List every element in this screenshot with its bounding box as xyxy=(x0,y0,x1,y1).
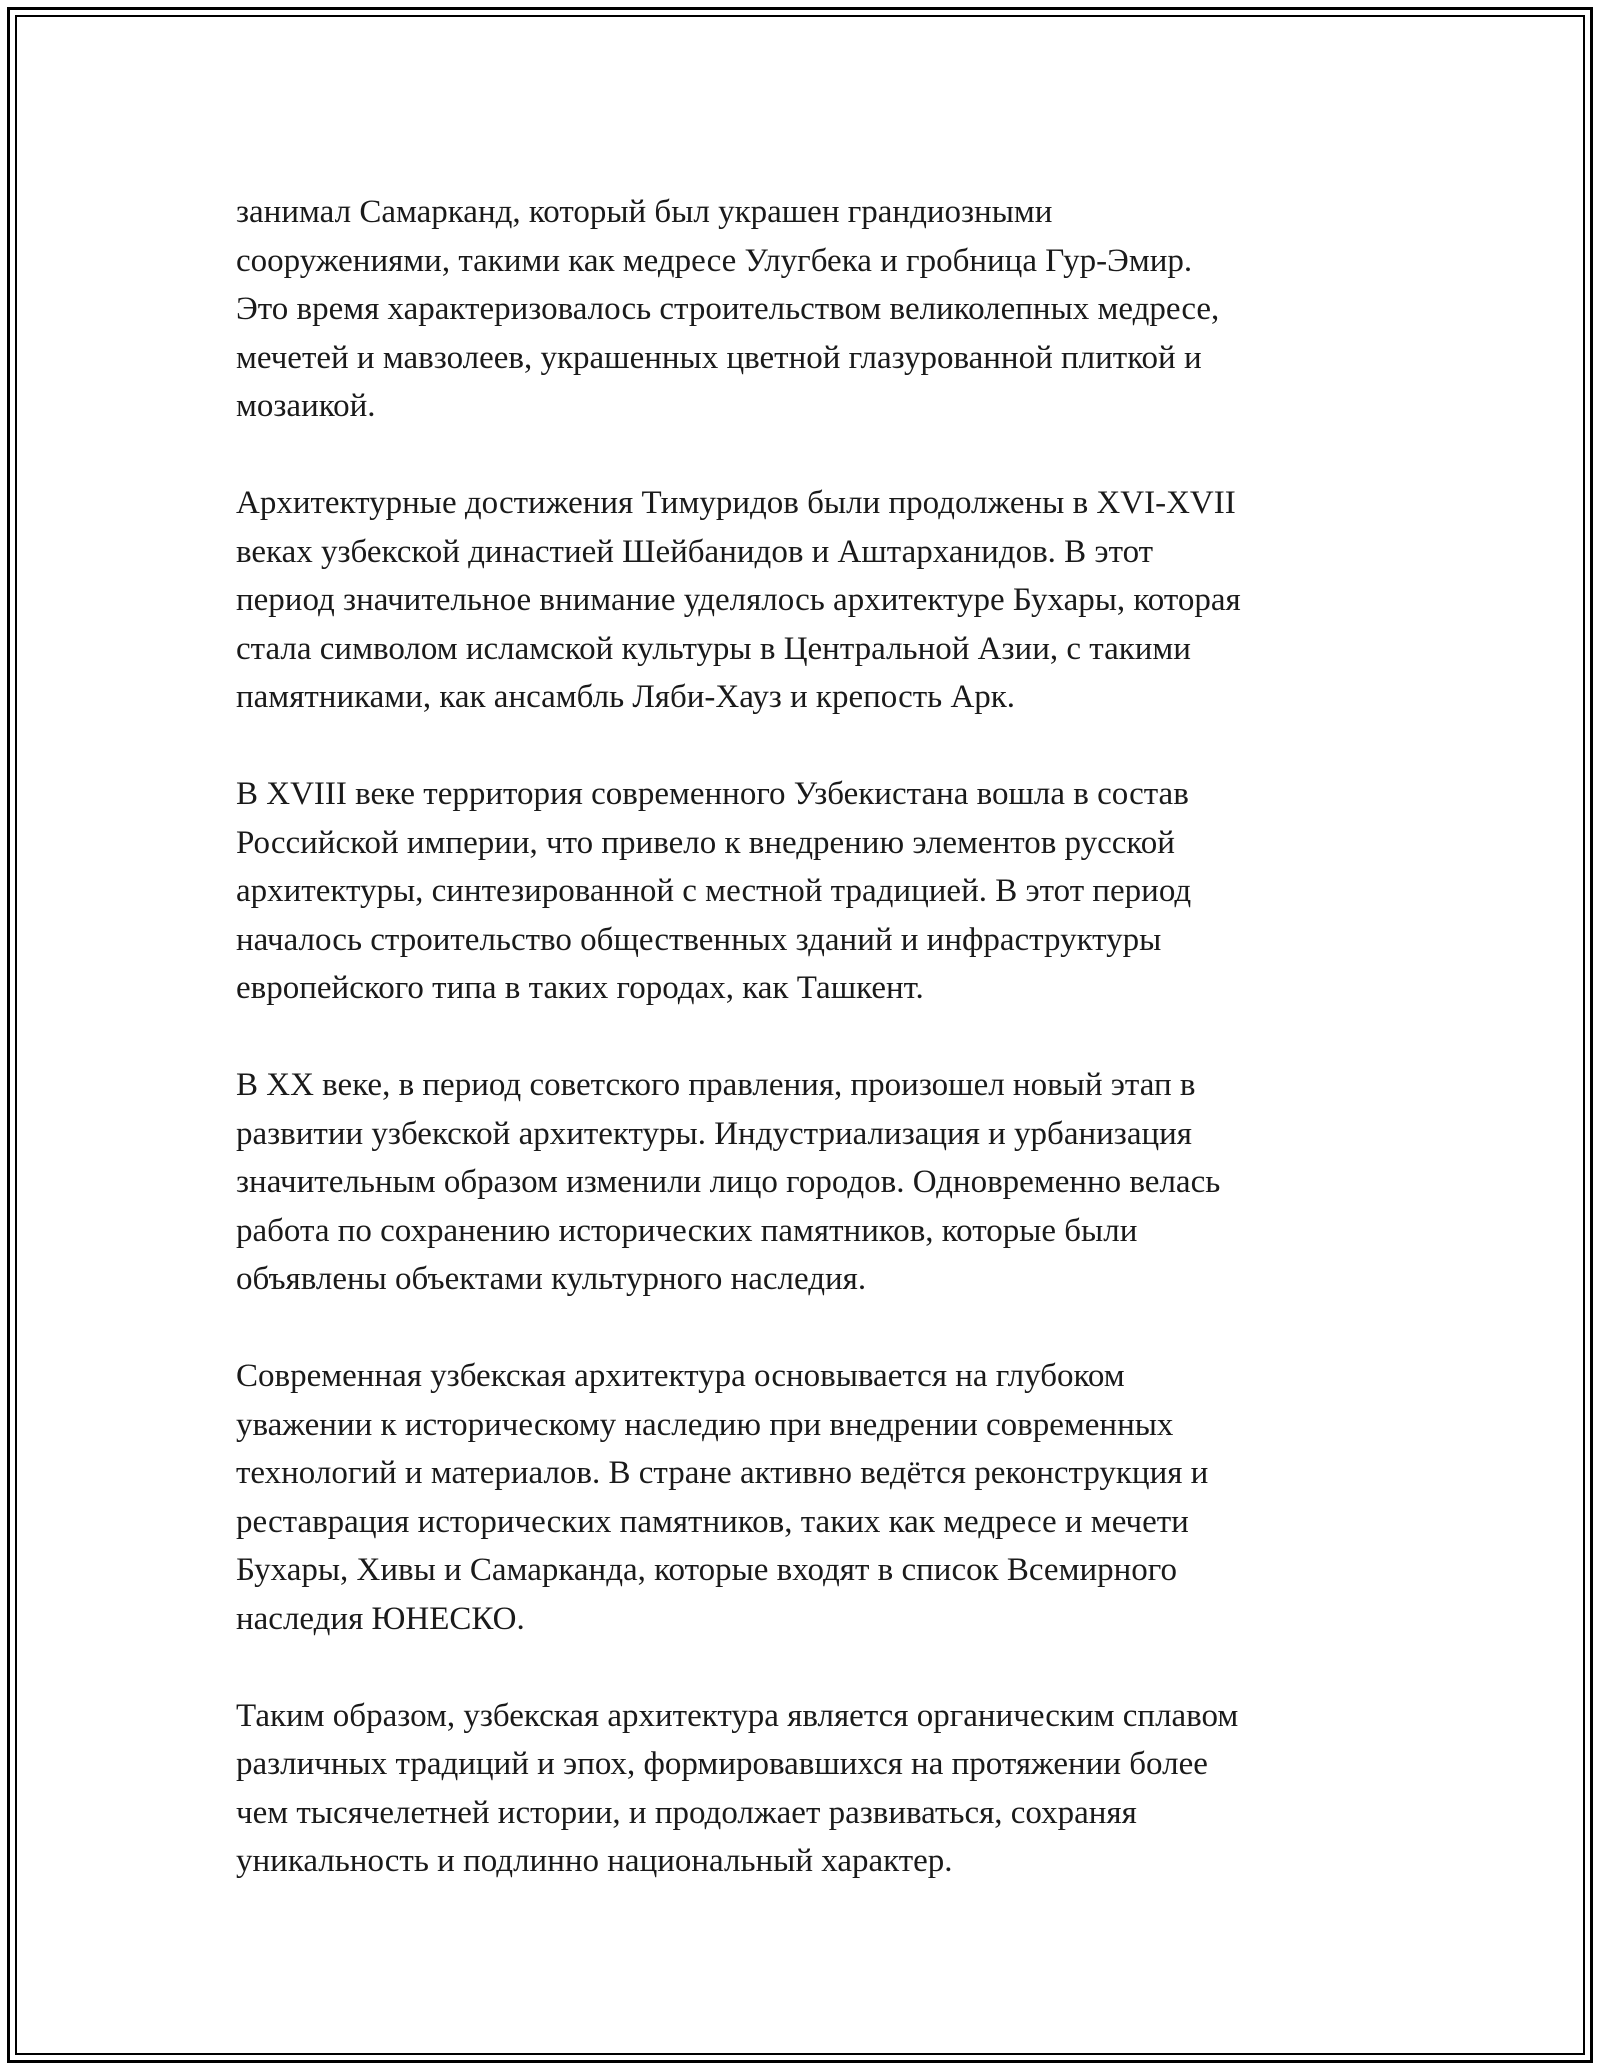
text-line: значительным образом изменили лицо городов. Одновременно велась xyxy=(236,1164,1221,1200)
paragraph-timurid-samarkand xyxy=(236,188,1386,431)
text-line: технологий и материалов. В стране активно ведётся реконструкция и xyxy=(236,1455,1209,1491)
paragraph-modern-architecture xyxy=(236,1352,1386,1643)
text-line: сооружениями, такими как медресе Улугбека и гробница Гур-Эмир. xyxy=(236,242,1193,279)
text-line: Архитектурные достижения Тимуридов были продолжены в XVI-XVII xyxy=(236,485,1236,521)
text-line: веках узбекской династией Шейбанидов и Аштарханидов. В этот xyxy=(236,533,1154,570)
text-line: началось строительство общественных зданий и инфраструктуры xyxy=(236,921,1162,958)
text-line: уважении к историческому наследию при внедрении современных xyxy=(236,1406,1174,1443)
text-line: объявлены объектами культурного наследия. xyxy=(236,1261,867,1297)
text-line: Российской империи, что привело к внедрению элементов русской xyxy=(236,824,1175,861)
text-line: уникальность и подлинно национальный характер. xyxy=(236,1843,953,1879)
text-line: мозаикой. xyxy=(236,388,376,424)
text-line: европейского типа в таких городах, как Ташкент. xyxy=(236,970,924,1006)
text-line: занимал Самарканд, который был украшен грандиозными xyxy=(236,194,1053,230)
text-line: Современная узбекская архитектура основывается на глубоком xyxy=(236,1358,1125,1394)
text-line: мечетей и мавзолеев, украшенных цветной глазурованной плиткой и xyxy=(236,339,1202,376)
text-line: реставрация исторических памятников, таких как медресе и мечети xyxy=(236,1503,1189,1540)
text-line: чем тысячелетней истории, и продолжает развиваться, сохраняя xyxy=(236,1794,1137,1831)
document-body xyxy=(236,188,1386,1934)
text-line: архитектуры, синтезированной с местной традицией. В этот период xyxy=(236,873,1192,909)
text-line: различных традиций и эпох, формировавшихся на протяжении более xyxy=(236,1746,1208,1782)
text-line: Это время характеризовалось строительством великолепных медресе, xyxy=(236,291,1220,327)
paragraph-russian-empire xyxy=(236,770,1386,1013)
paragraph-shaybanids-bukhara xyxy=(236,479,1386,722)
text-line: период значительное внимание уделялось архитектуре Бухары, которая xyxy=(236,582,1241,618)
text-line: памятниками, как ансамбль Ляби-Хауз и крепость Арк. xyxy=(236,679,1016,715)
text-line: Таким образом, узбекская архитектура является органическим сплавом xyxy=(236,1697,1239,1734)
paragraph-conclusion xyxy=(236,1692,1386,1886)
paragraph-soviet-period xyxy=(236,1061,1386,1304)
text-line: работа по сохранению исторических памятников, которые были xyxy=(236,1212,1138,1249)
text-line: Бухары, Хивы и Самарканда, которые входят в список Всемирного xyxy=(236,1552,1177,1588)
text-line: В XX веке, в период советского правления, произошел новый этап в xyxy=(236,1067,1196,1103)
text-line: В XVIII веке территория современного Узбекистана вошла в состав xyxy=(236,776,1189,812)
text-line: развитии узбекской архитектуры. Индустриализация и урбанизация xyxy=(236,1115,1192,1152)
text-line: стала символом исламской культуры в Центральной Азии, с такими xyxy=(236,630,1191,667)
text-line: наследия ЮНЕСКО. xyxy=(236,1600,525,1637)
